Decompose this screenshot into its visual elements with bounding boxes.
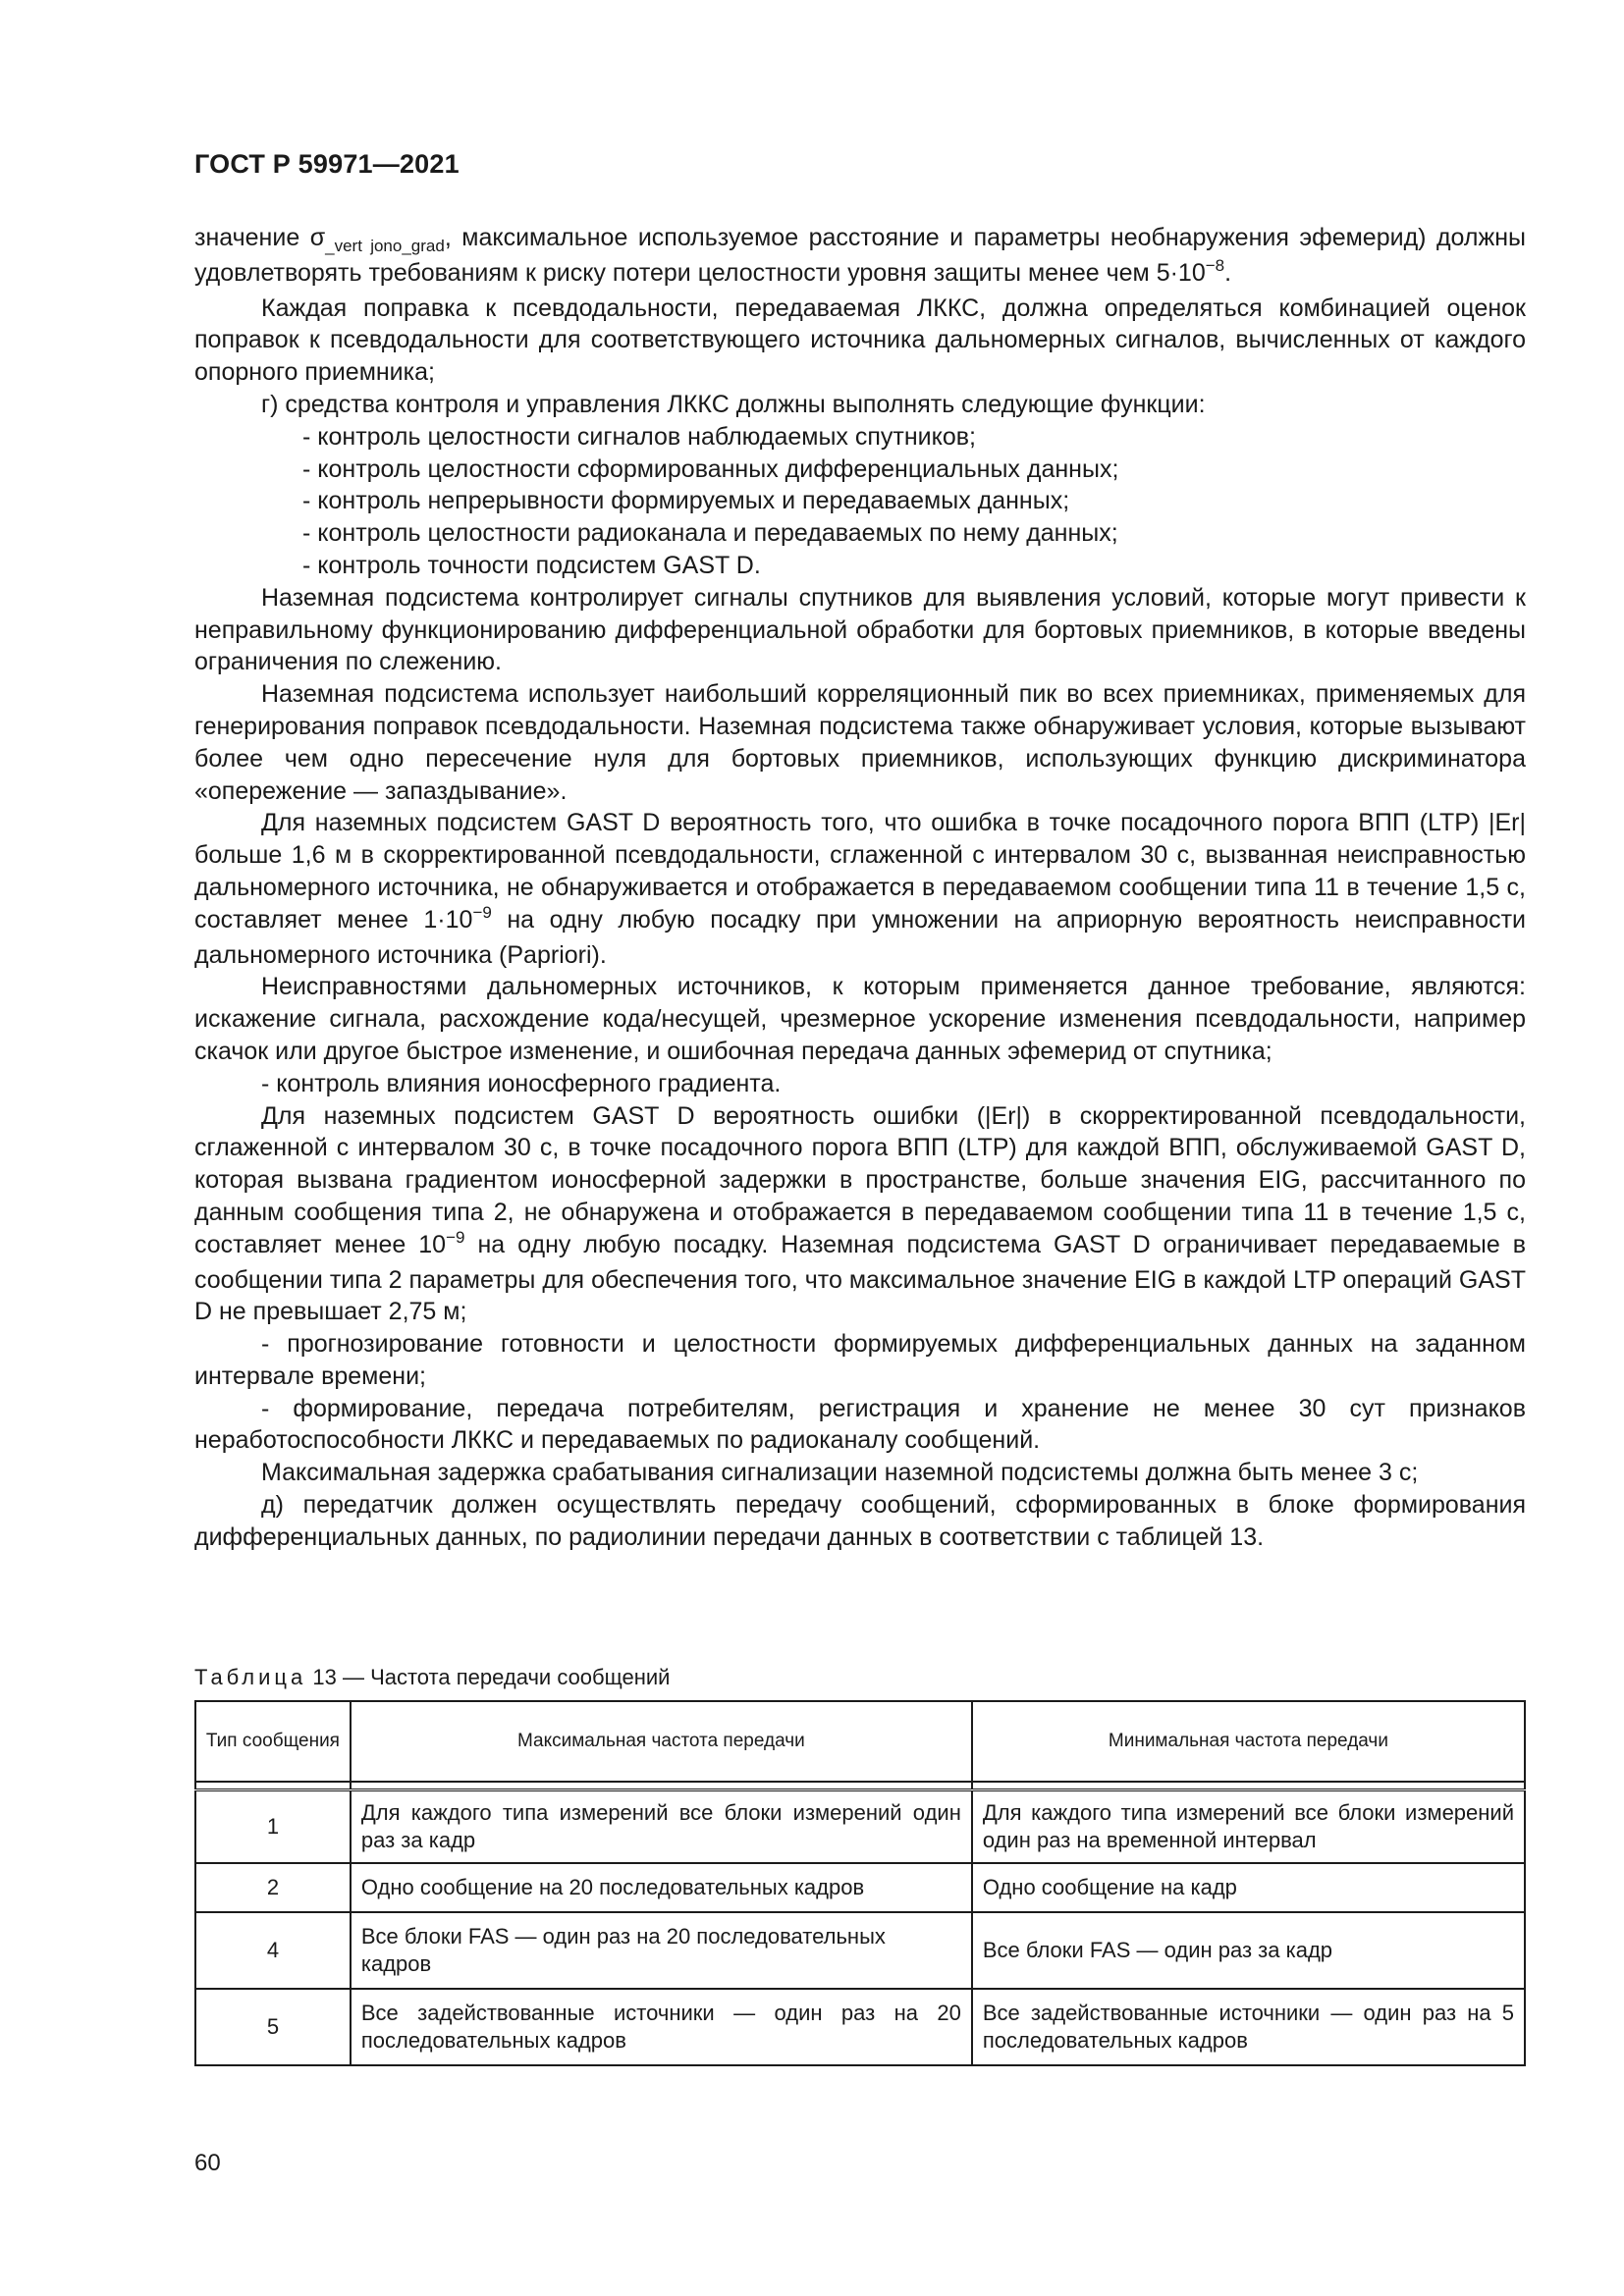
superscript: −8 — [1205, 255, 1225, 275]
cell-type: 2 — [195, 1863, 351, 1912]
table-header-row — [195, 1701, 1525, 1782]
paragraph-12: Максимальная задержка срабатывания сигнализации наземной подсистемы должна быть менее 3 с; — [261, 1459, 1419, 1487]
table-row — [195, 1790, 1525, 1863]
cell-max: Все блоки FAS — один раз на 20 последовательных кадров — [351, 1912, 972, 1989]
page-number: 60 — [194, 2150, 221, 2176]
header-min-rate: Минимальная частота передачи — [972, 1701, 1525, 1782]
table-caption — [194, 1665, 670, 1690]
cell-max: Все задействованные источники — один раз на 20 последовательных кадров — [351, 1989, 972, 2065]
paragraph-9: Для наземных подсистем GAST D вероятность ошибки (|Er|) в скорректированной псевдодальности, сглаженной с интервалом 30 с, в точке посадочного порога ВПП (LTP) для каждой ВПП, обслуживаемой GAST D, которая вызвана градиентом ионосферной задержки в пространстве, больше значения EIG, рассчитанного по данным сообщения типа 2, не обнаружена и отображается в передаваемом сообщении типа 11 в течение 1,5 с, составляет менее $10^{-9}$ на одну любую посадку. Наземная подсистема GAST D ограничивает передаваемые в сообщении типа 2 параметры для обеспечения того, что максимальное значение EIG в каждой LTP операций GAST D не превышает 2,75 м; — [194, 1101, 1526, 1326]
cell-min: Одно сообщение на кадр — [972, 1863, 1525, 1912]
cell-max: Для каждого типа измерений все блоки измерений один раз за кадр — [351, 1790, 972, 1863]
header-max-rate: Максимальная частота передачи — [351, 1701, 972, 1782]
table-row — [195, 1863, 1525, 1912]
list-item: - контроль непрерывности формируемых и передаваемых данных; — [302, 487, 1070, 515]
list-item: - контроль целостности радиоканала и передаваемых по нему данных; — [302, 519, 1118, 548]
list-item: - контроль влияния ионосферного градиента. — [261, 1069, 782, 1097]
caption-text: 13 — Частота передачи сообщений — [306, 1665, 671, 1689]
table-row — [195, 1912, 1525, 1989]
list-item: - контроль целостности сформированных дифференциальных данных; — [302, 454, 1119, 483]
table-row — [195, 1989, 1525, 2065]
subscript: _vert jono_grad — [325, 237, 445, 255]
cell-type: 4 — [195, 1912, 351, 1989]
cell-type: 5 — [195, 1989, 351, 2065]
body-text — [194, 222, 1526, 1554]
cell-min: Все блоки FAS — один раз за кадр — [972, 1912, 1525, 1989]
cell-type: 1 — [195, 1790, 351, 1863]
messages-table — [194, 1700, 1526, 2066]
list-item-g: г) средства контроля и управления ЛККС должны выполнять следующие функции: — [261, 390, 1206, 418]
paragraph-7: Неисправностями дальномерных источников, к которым применяется данное требование, являются: искажение сигнала, расхождение кода/несущей, чрезмерное ускорение изменения псевдодальности, например скачок или другое быстрое изменение, и ошибочная передача данных эфемерид от спутника; — [194, 973, 1526, 1065]
list-item-d: д) передатчик должен осуществлять передачу сообщений, сформированных в блоке формирования дифференциальных данных, по радиолинии передачи данных в соответствии с таблицей 13. — [194, 1491, 1526, 1551]
header-separator — [195, 1782, 1525, 1790]
paragraph-5: Наземная подсистема использует наибольший корреляционный пик во всех приемниках, применяемых для генерирования поправок псевдодальности. Наземная подсистема также обнаруживает условия, которые вызывают более чем одно пересечение нуля для бортовых приемников, использующих функцию дискриминатора «опережение — запаздывание». — [194, 680, 1526, 805]
paragraph-4: Наземная подсистема контролирует сигналы спутников для выявления условий, которые могут привести к неправильному функционированию дифференциальной обработки для бортовых приемников, в которые введены ограничения по слежению. — [194, 583, 1526, 676]
list-item: - прогнозирование готовности и целостности формируемых дифференциальных данных на заданном интервале времени; — [194, 1330, 1526, 1390]
paragraph-1: значение $\sigma_{\_vert jono\_grad}$, максимальное используемое расстояние и параметры необнаружения эфемерид) должны удовлетворять требованиям к риску потери целостности уровня защиты менее чем $5\cdot 10^{-8}$. — [194, 224, 1526, 287]
paragraph-2: Каждая поправка к псевдодальности, передаваемая ЛККС, должна определяться комбинацией оценок поправок к псевдодальности для соответствующего источника дальномерных сигналов, вычисленных от каждого опорного приемника; — [194, 294, 1526, 387]
list-item: - контроль целостности сигналов наблюдаемых спутников; — [302, 422, 976, 451]
list-item: - формирование, передача потребителям, регистрация и хранение не менее 30 сут признаков неработоспособности ЛККС и передаваемых по радиоканалу сообщений. — [194, 1394, 1526, 1455]
superscript: −9 — [472, 902, 492, 922]
paragraph-6: Для наземных подсистем GAST D вероятность того, что ошибка в точке посадочного порога ВПП (LTP) |Er| больше 1,6 м в скорректированной псевдодальности, сглаженной с интервалом 30 с, вызванная неисправностью дальномерного источника, не обнаруживается и отображается в передаваемом сообщении типа 11 в течение 1,5 с, составляет менее $1\cdot 10^{-9}$ на одну любую посадку при умножении на априорную вероятность неисправности дальномерного источника (Papriori). — [194, 809, 1526, 969]
cell-min: Для каждого типа измерений все блоки измерений один раз на временной интервал — [972, 1790, 1525, 1863]
header-type: Тип сообщения — [195, 1701, 351, 1782]
document-header: ГОСТ Р 59971—2021 — [194, 149, 460, 179]
cell-max: Одно сообщение на 20 последовательных кадров — [351, 1863, 972, 1912]
superscript: −9 — [446, 1227, 465, 1247]
cell-min: Все задействованные источники — один раз на 5 последовательных кадров — [972, 1989, 1525, 2065]
list-item: - контроль точности подсистем GAST D. — [302, 551, 761, 579]
caption-label: Таблица — [194, 1665, 307, 1689]
